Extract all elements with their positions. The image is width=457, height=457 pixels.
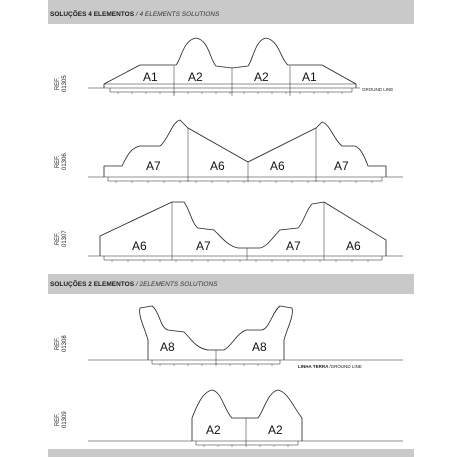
ref-code-row2: 01306 [62, 153, 68, 170]
row2-label-2: A6 [210, 159, 225, 173]
ref-code-row5: 01309 [62, 411, 68, 428]
row1-label-1: A1 [143, 70, 158, 84]
row5-label-2: A2 [268, 423, 283, 437]
profile-row5 [88, 390, 403, 447]
ref-label-row2: REF. 01306 [55, 153, 68, 170]
section2-title-pt: SOLUÇÕES 2 ELEMENTOS [50, 281, 135, 288]
ref-label-row1: REF. 01305 [55, 75, 68, 92]
ref-label-row5: REF. 01309 [55, 411, 68, 428]
row3-label-3: A7 [286, 239, 301, 253]
ref-label-row3: REF. 01307 [55, 230, 68, 247]
row4-label-2: A8 [252, 340, 267, 354]
row1-label-4: A1 [302, 70, 317, 84]
section1-title-pt: SOLUÇÕES 4 ELEMENTOS [50, 11, 135, 18]
profile-row4 [88, 306, 403, 366]
profile-row1 [88, 38, 360, 96]
profile-row3 [88, 202, 403, 262]
ground-line-label-en: GROUND LINE [362, 87, 394, 92]
ground-line-label-pt: LINHA TERRA/GROUND LINE [298, 364, 362, 369]
row3-label-1: A6 [132, 239, 147, 253]
section1-title-en: / 4 ELEMENTS SOLUTIONS [135, 11, 220, 18]
row3-label-2: A7 [196, 239, 211, 253]
ref-label-row4: REF. 01308 [55, 335, 68, 352]
row4-label-1: A8 [160, 340, 175, 354]
ref-code-row4: 01308 [62, 335, 68, 352]
profile-row2 [88, 120, 403, 183]
ref-code-row3: 01307 [62, 230, 68, 247]
row5-label-1: A2 [206, 423, 221, 437]
row2-label-3: A6 [270, 159, 285, 173]
row3-label-4: A6 [346, 239, 361, 253]
row1-label-2: A2 [188, 70, 203, 84]
row2-label-1: A7 [146, 159, 161, 173]
ref-code-row1: 01305 [62, 75, 68, 92]
row2-label-4: A7 [334, 159, 349, 173]
section2-title-en: / 2ELEMENTS SOLUTIONS [135, 281, 218, 288]
row1-label-3: A2 [254, 70, 269, 84]
